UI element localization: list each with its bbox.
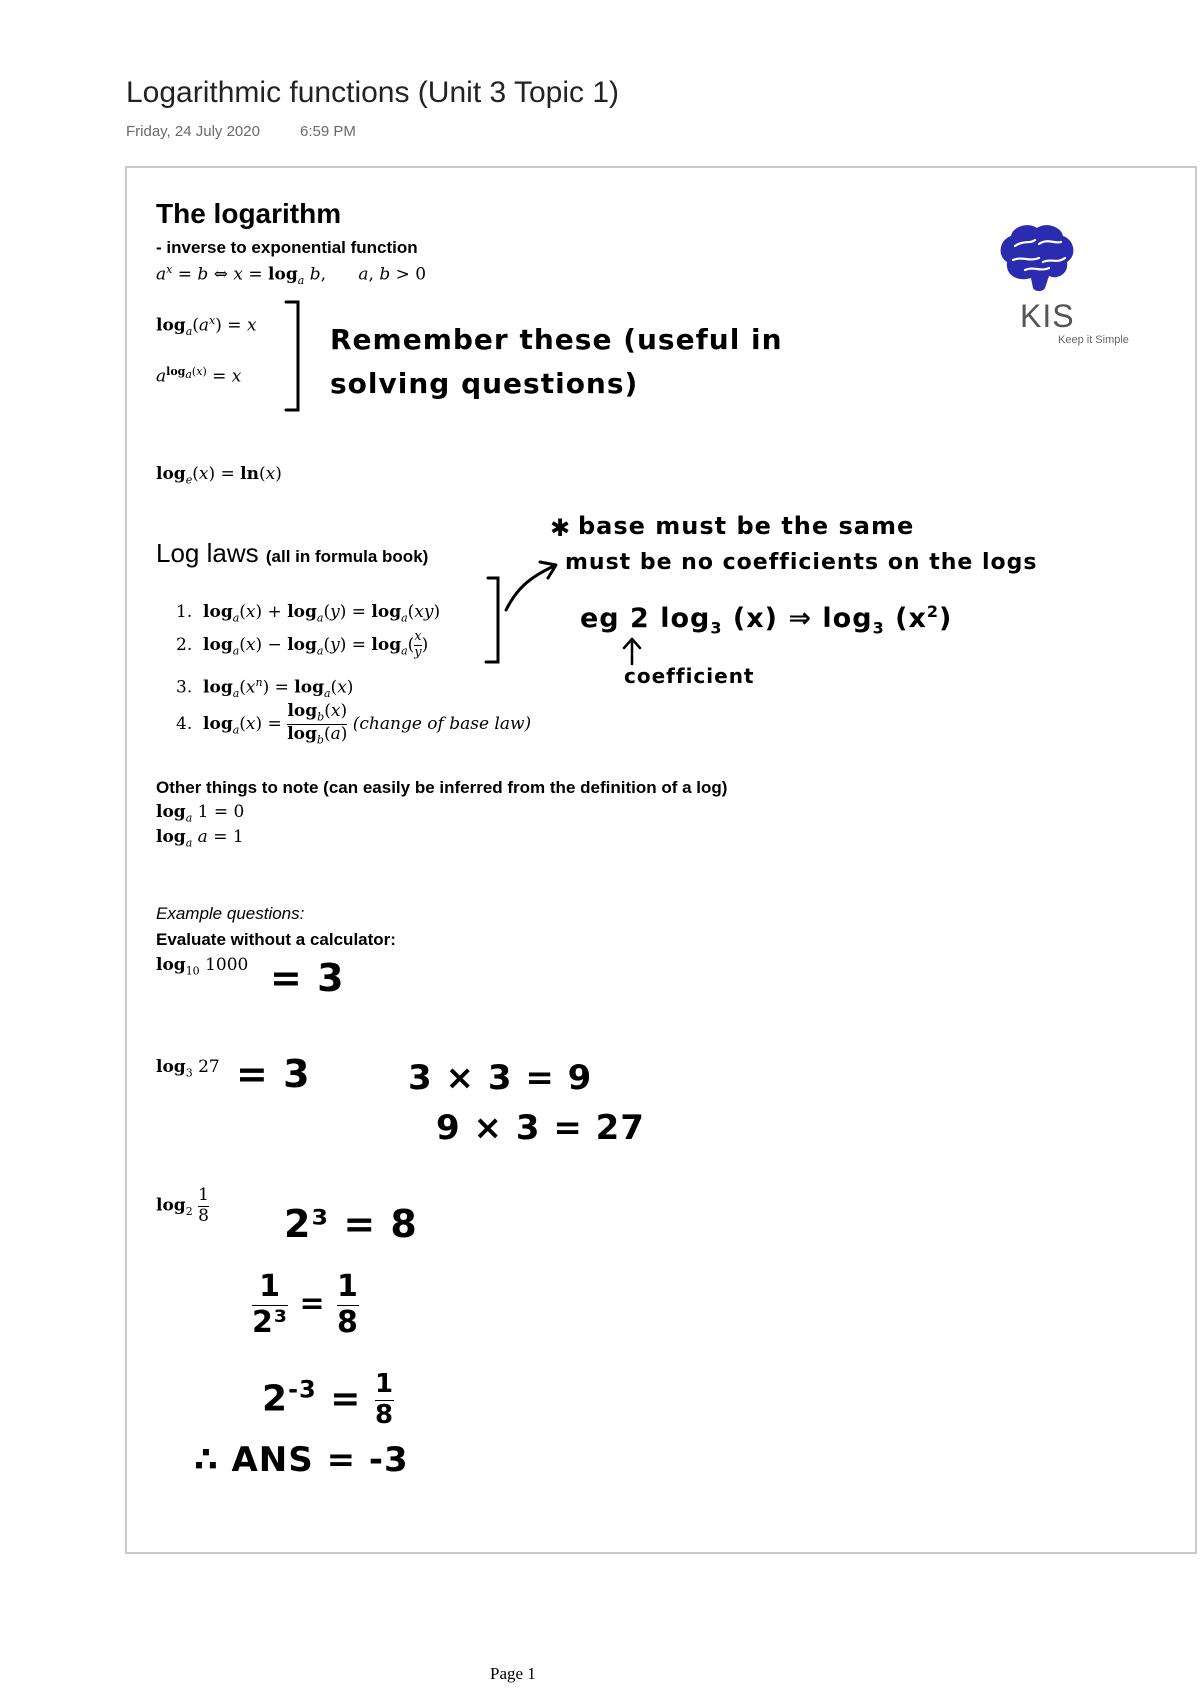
handwritten-up-arrow	[620, 636, 644, 666]
annotation-star-icon: ✱	[550, 514, 572, 542]
change-base-note: (change of base law)	[352, 714, 532, 735]
handwritten-note-coefficients: must be no coefficients on the logs	[565, 550, 1038, 575]
note-date: Friday, 24 July 2020	[126, 123, 260, 140]
definition-subheading: - inverse to exponential function	[156, 238, 418, 257]
log-law-4: 4. $\log_a(x)$ = $\frac{\log_b(x)}{\log_b(a)}$ (change of base law)	[176, 701, 532, 747]
handwritten-note-remember: Remember these (useful in solving questions)	[330, 323, 783, 400]
example-2-working-2: 9 × 3 = 27	[436, 1108, 645, 1148]
handwritten-bracket-arrow	[482, 556, 562, 668]
definition-equation: $a^x = b$ ⇔ $x = \log_a b$, a, b > 0	[156, 263, 427, 288]
handwritten-example: eg 2 $\log_3 (x)$ ⇒ $\log_3 (x^2)$	[580, 602, 953, 638]
example-2-working-1: 3 × 3 = 9	[408, 1058, 593, 1098]
example-1-answer: = 3	[270, 956, 345, 1000]
note-time: 6:59 PM	[300, 123, 356, 140]
handwritten-eg: eg	[580, 603, 620, 634]
handwritten-bracket	[284, 298, 304, 414]
log-laws-note: (all in formula book)	[265, 547, 429, 566]
log-law-1: 1. $\log_a(x) + \log_a(y) = \log_a(xy)$	[176, 602, 441, 625]
log-law-3: 3. $\log_a(x^n) = \log_a(x)$	[176, 676, 354, 701]
examples-heading: Example questions:	[156, 904, 305, 923]
logo-text: KIS	[1020, 298, 1075, 334]
page-number: Page 1	[490, 1664, 536, 1683]
example-2-question: $\log_3 27$	[156, 1057, 220, 1080]
examples-instruction: Evaluate without a calculator:	[156, 930, 396, 949]
logo-tagline: Keep it Simple	[1058, 334, 1129, 346]
section-heading-log-laws	[156, 538, 428, 569]
example-3-answer: ∴ ANS = -3	[194, 1440, 409, 1480]
log-of-base: $\log_a a = 1$	[156, 827, 244, 850]
log-law-2: 2. $\log_a(x) - \log_a(y) = \log_a$( $\frac{x}{y}$ )	[176, 629, 429, 660]
example-3-working-3: $2^{-3}$ = $\frac{1}{8}$	[262, 1369, 395, 1430]
natural-log-identity: $\log_e(x) = \ln(x)$	[156, 464, 282, 487]
section-heading-other-notes: Other things to note (can easily be inferred from the definition of a log)	[156, 778, 728, 797]
page-title: Logarithmic functions (Unit 3 Topic 1)	[126, 76, 620, 109]
example-3-question: $\log_2$ $\frac{1}{8}$	[156, 1185, 209, 1226]
identity-power-of-log: $a^{log_a(x)} = x$	[156, 365, 242, 387]
identity-log-of-power: $\log_a(a^x) = x$	[156, 314, 257, 339]
example-1-question: $\log_{10} 1000$	[156, 955, 249, 978]
log-laws-title: Log laws	[156, 538, 259, 568]
log-of-one: $\log_a 1 = 0$	[156, 802, 245, 825]
handwritten-coefficient-label: coefficient	[624, 664, 755, 688]
brain-icon	[995, 222, 1077, 292]
example-3-working-1: 2³ = 8	[284, 1202, 418, 1246]
section-heading-logarithm: The logarithm	[156, 198, 342, 229]
handwritten-note-base: base must be the same	[578, 512, 915, 540]
example-3-working-2: $\frac{1}{\text{2³}}$ = $\frac{1}{8}$	[252, 1269, 359, 1340]
example-2-answer: = 3	[236, 1052, 311, 1096]
